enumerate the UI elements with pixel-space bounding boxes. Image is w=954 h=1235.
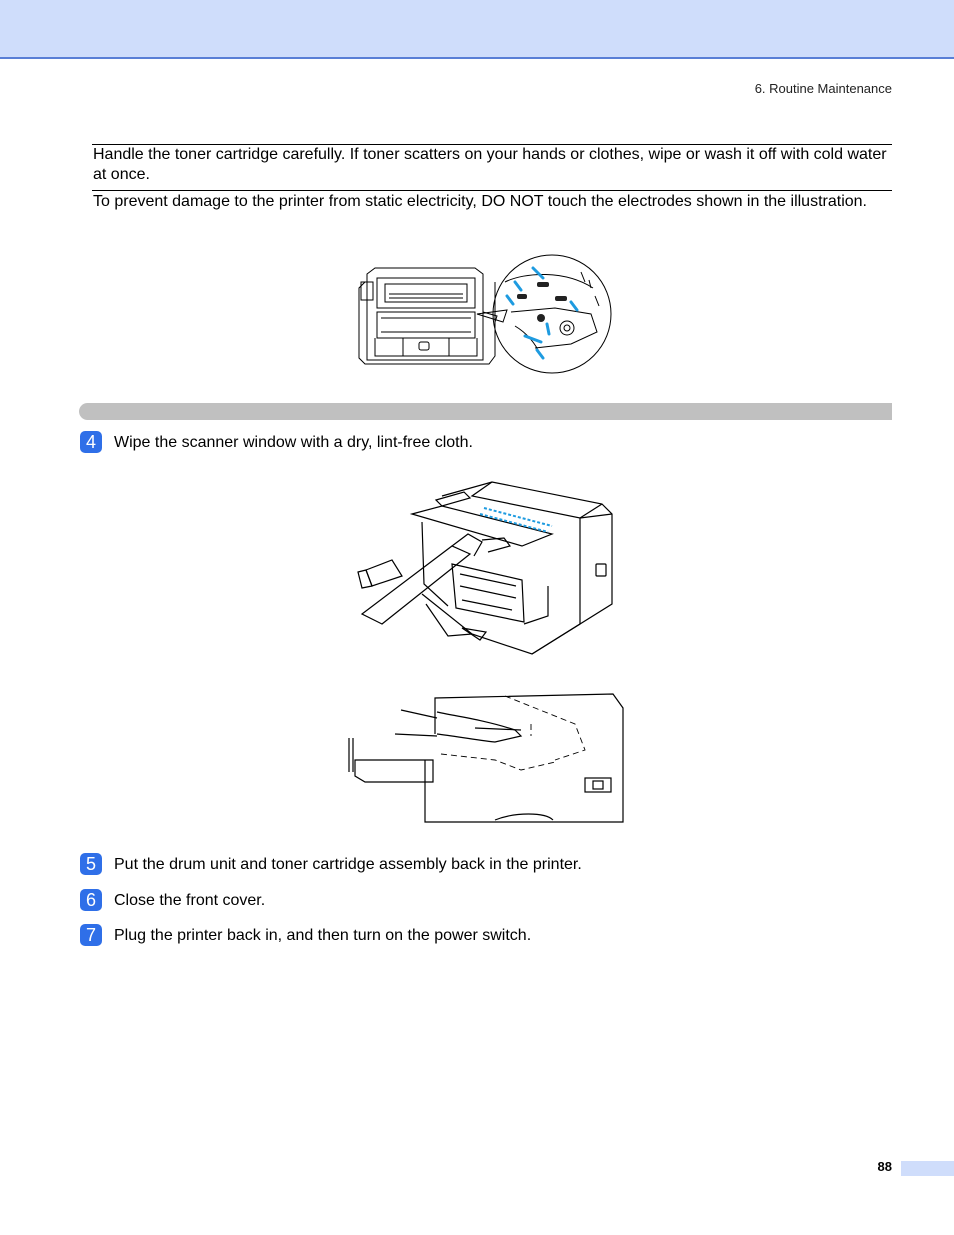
page-tab — [901, 1161, 954, 1176]
step-5-text: Put the drum unit and toner cartridge assembly back in the printer. — [114, 856, 582, 873]
step-4-text: Wipe the scanner window with a dry, lint-free cloth. — [114, 434, 473, 451]
wipe-scanner-illustration — [352, 474, 617, 659]
step-7-number: 7 — [80, 924, 102, 946]
step-5-number: 5 — [80, 853, 102, 875]
step-6-number: 6 — [80, 889, 102, 911]
header-band — [0, 0, 954, 59]
page-number: 88 — [877, 1159, 892, 1174]
caution-rule-mid — [92, 190, 892, 191]
section-title: 6. Routine Maintenance — [754, 81, 892, 96]
side-view-illustration — [345, 690, 625, 825]
electrode-illustration — [355, 252, 615, 378]
step-7-text: Plug the printer back in, and then turn on the power switch. — [114, 927, 532, 944]
static-caution-text: To prevent damage to the printer from static electricity, DO NOT touch the electrodes shown in the illustration. — [93, 193, 867, 210]
step-6-text: Close the front cover. — [114, 892, 266, 909]
section-divider — [79, 403, 892, 420]
toner-caution-text: Handle the toner cartridge carefully. If toner scatters on your hands or clothes, wipe or wash it off with cold water at once. — [93, 146, 887, 183]
step-4-number: 4 — [80, 431, 102, 453]
